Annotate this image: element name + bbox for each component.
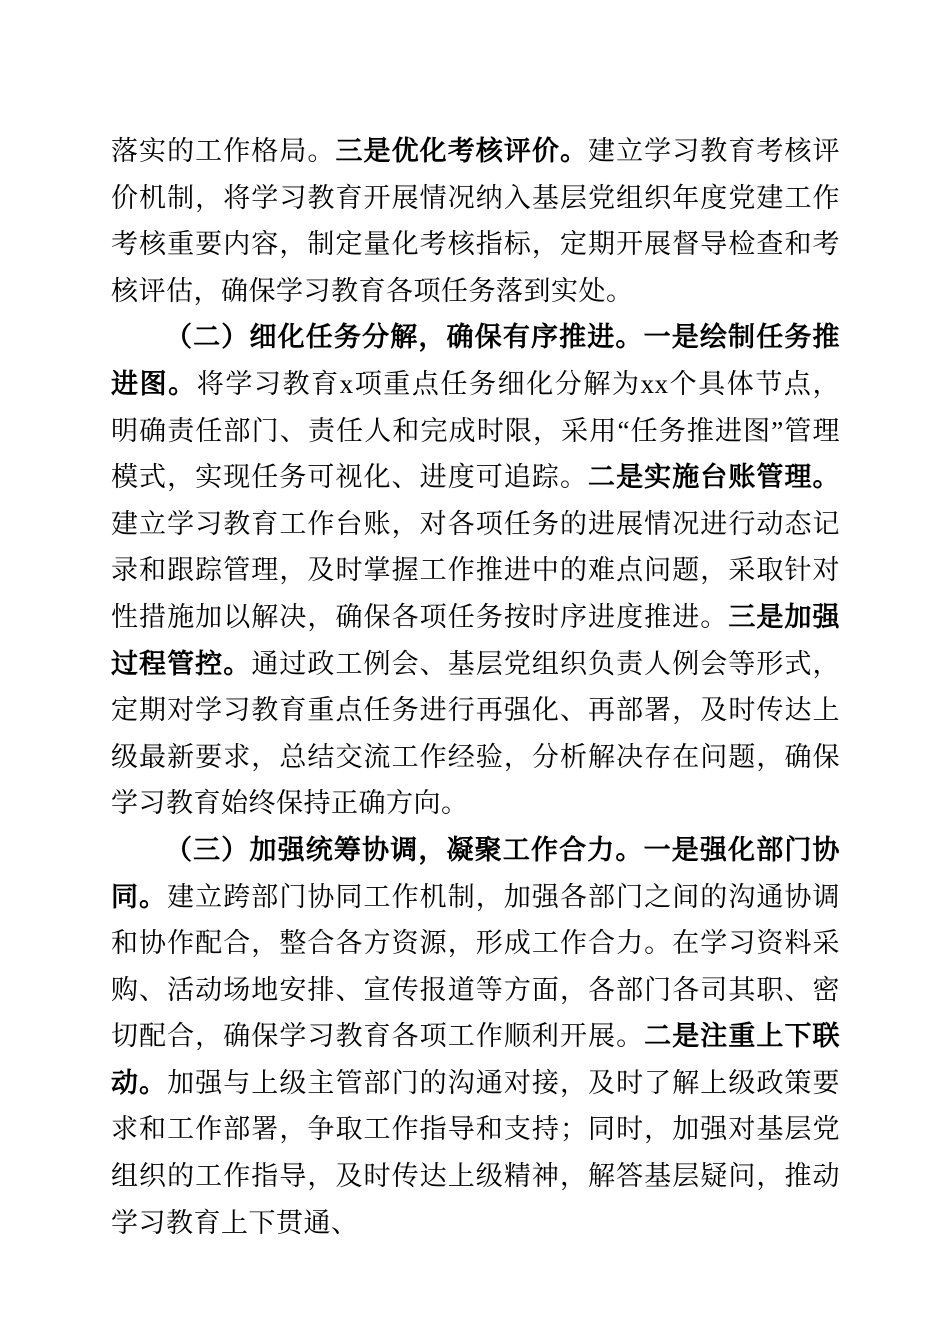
text-run: 将学习教育x项重点任务细化分解为xx个具体节点，明确责任部门、责任人和完成时限，采用“任务推进图”管理模式，实现任务可视化、进度可追踪。 <box>111 368 841 493</box>
text-run: 建立跨部门协同工作机制，加强各部门之间的沟通协调和协作配合，整合各方资源，形成工作合力。在学习资料采购、活动场地安排、宣传报道等方面，各部门各司其职、密切配合，确保学习教育各项工作顺利开展。 <box>111 881 841 1052</box>
document-body <box>111 128 840 1246</box>
emphasis-text-run: 三是加强过程管控。 <box>111 601 841 679</box>
text-run: 加强与上级主管部门的沟通对接，及时了解上级政策要求和工作部署，争取工作指导和支持；同时，加强对基层党组织的工作指导，及时传达上级精神，解答基层疑问，推动学习教育上下贯通、 <box>111 1067 841 1238</box>
paragraph <box>111 314 840 827</box>
emphasis-text-run: （二）细化任务分解，确保有序推进。一是绘制任务推进图。 <box>111 322 840 399</box>
emphasis-text-run: 三是优化考核评价。 <box>335 136 589 166</box>
emphasis-text-run: 二是实施台账管理。 <box>588 462 841 493</box>
text-run: 落实的工作格局。 <box>111 136 336 166</box>
text-run: 建立学习教育工作台账，对各项任务的进展情况进行动态记录和跟踪管理，及时掌握工作推进中的难点问题，采取针对性措施加以解决，确保各项任务按时序进度推进。 <box>111 508 840 632</box>
paragraph <box>111 827 840 1246</box>
text-run: 建立学习教育考核评价机制，将学习教育开展情况纳入基层党组织年度党建工作考核重要内容，制定量化考核指标，定期开展督导检查和考核评估，确保学习教育各项任务落到实处。 <box>111 136 841 306</box>
paragraph <box>111 128 840 314</box>
text-run: 通过政工例会、基层党组织负责人例会等形式，定期对学习教育重点任务进行再强化、再部署，及时传达上级最新要求，总结交流工作经验，分析解决存在问题，确保学习教育始终保持正确方向。 <box>111 648 841 819</box>
emphasis-text-run: 二是注重上下联动。 <box>111 1021 841 1098</box>
emphasis-text-run: （三）加强统筹协调，凝聚工作合力。一是强化部门协同。 <box>111 834 840 912</box>
